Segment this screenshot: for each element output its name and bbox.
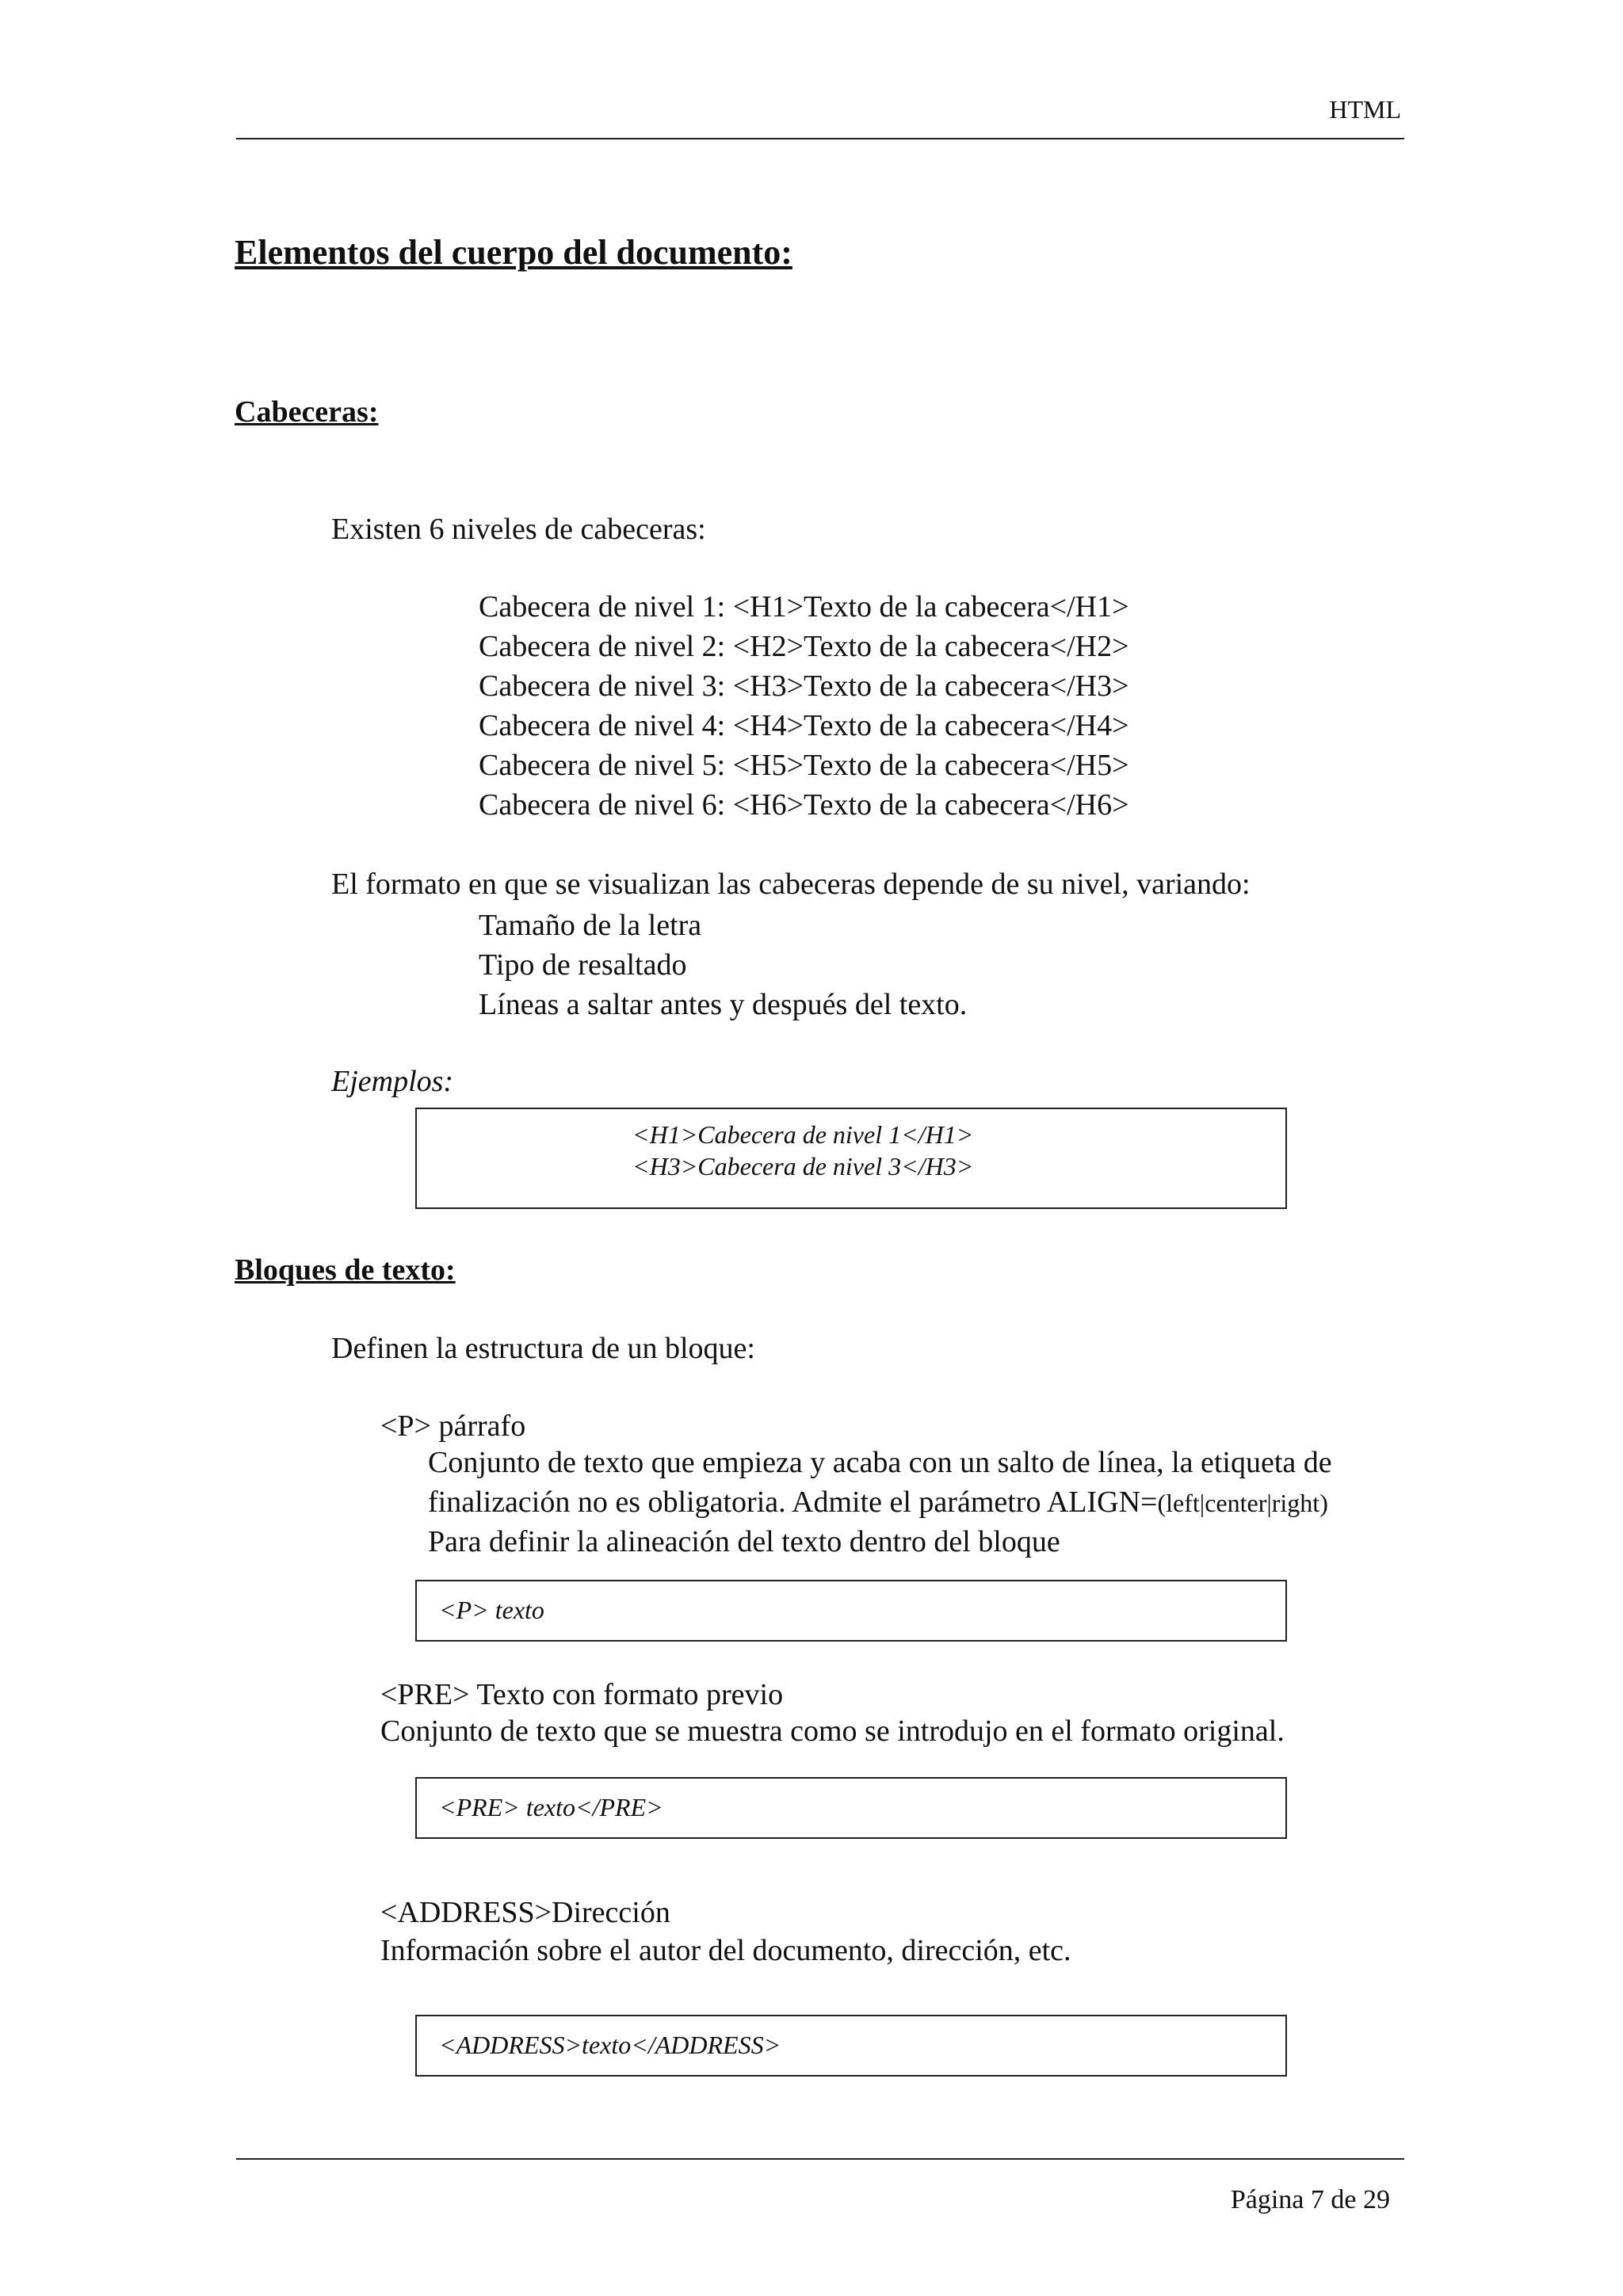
page-header: HTML: [1329, 95, 1401, 124]
format-item: Tamaño de la letra: [479, 909, 702, 942]
format-intro: El formato en que se visualizan las cabeceras depende de su nivel, variando:: [331, 868, 1251, 901]
align-values: (left|center|right): [1157, 1489, 1328, 1517]
p-desc-line: [428, 1482, 1332, 1522]
bloques-intro: Definen la estructura de un bloque:: [331, 1332, 755, 1365]
pre-description: Conjunto de texto que se muestra como se introdujo en el formato original.: [380, 1714, 1285, 1748]
cabeceras-intro: Existen 6 niveles de cabeceras:: [331, 513, 706, 546]
p-example-box: [415, 1580, 1287, 1642]
heading-level-item: Cabecera de nivel 1: <H1>Texto de la cabecera</H1>: [479, 590, 1129, 624]
p-desc-line: Para definir la alineación del texto dentro del bloque: [428, 1525, 1060, 1558]
pre-example-box: [415, 1777, 1287, 1839]
page-title: Elementos del cuerpo del documento:: [235, 233, 792, 272]
p-desc-line: Conjunto de texto que empieza y acaba con un salto de línea, la etiqueta de: [428, 1446, 1332, 1479]
heading-level-item: Cabecera de nivel 2: <H2>Texto de la cabecera</H2>: [479, 630, 1129, 663]
heading-level-item: Cabecera de nivel 3: <H3>Texto de la cabecera</H3>: [479, 669, 1129, 703]
format-item: Tipo de resaltado: [479, 948, 687, 982]
example-line: <H1>Cabecera de nivel 1</H1>: [632, 1120, 974, 1149]
pre-tag-title: <PRE> Texto con formato previo: [380, 1678, 784, 1711]
p-tag-title: <P> párrafo: [380, 1409, 526, 1443]
format-items-list: [479, 906, 967, 1024]
examples-code-box: [415, 1108, 1287, 1209]
heading-level-item: Cabecera de nivel 4: <H4>Texto de la cabecera</H4>: [479, 709, 1129, 742]
address-example-code: <ADDRESS>texto</ADDRESS>: [439, 2031, 781, 2059]
footer-rule: [236, 2158, 1404, 2160]
section-heading-cabeceras: Cabeceras:: [235, 395, 379, 429]
heading-level-item: Cabecera de nivel 5: <H5>Texto de la cabecera</H5>: [479, 749, 1129, 782]
examples-label: Ejemplos:: [331, 1065, 454, 1098]
pre-example-code: <PRE> texto</PRE>: [439, 1793, 663, 1821]
heading-levels-list: [479, 587, 1129, 825]
p-description: [428, 1443, 1332, 1562]
address-description: Información sobre el autor del documento, dirección, etc.: [380, 1934, 1071, 1967]
example-line: <H3>Cabecera de nivel 3</H3>: [632, 1152, 974, 1180]
page-number: Página 7 de 29: [1230, 2185, 1390, 2214]
address-tag-title: <ADDRESS>Dirección: [380, 1896, 670, 1929]
header-rule: [236, 138, 1404, 139]
address-example-box: [415, 2015, 1287, 2077]
p-desc-main: finalización no es obligatoria. Admite el parámetro ALIGN=: [428, 1486, 1158, 1519]
format-item: Líneas a saltar antes y después del texto.: [479, 988, 968, 1021]
heading-level-item: Cabecera de nivel 6: <H6>Texto de la cabecera</H6>: [479, 788, 1129, 822]
section-heading-bloques: Bloques de texto:: [235, 1253, 456, 1287]
p-example-code: <P> texto: [439, 1596, 544, 1624]
